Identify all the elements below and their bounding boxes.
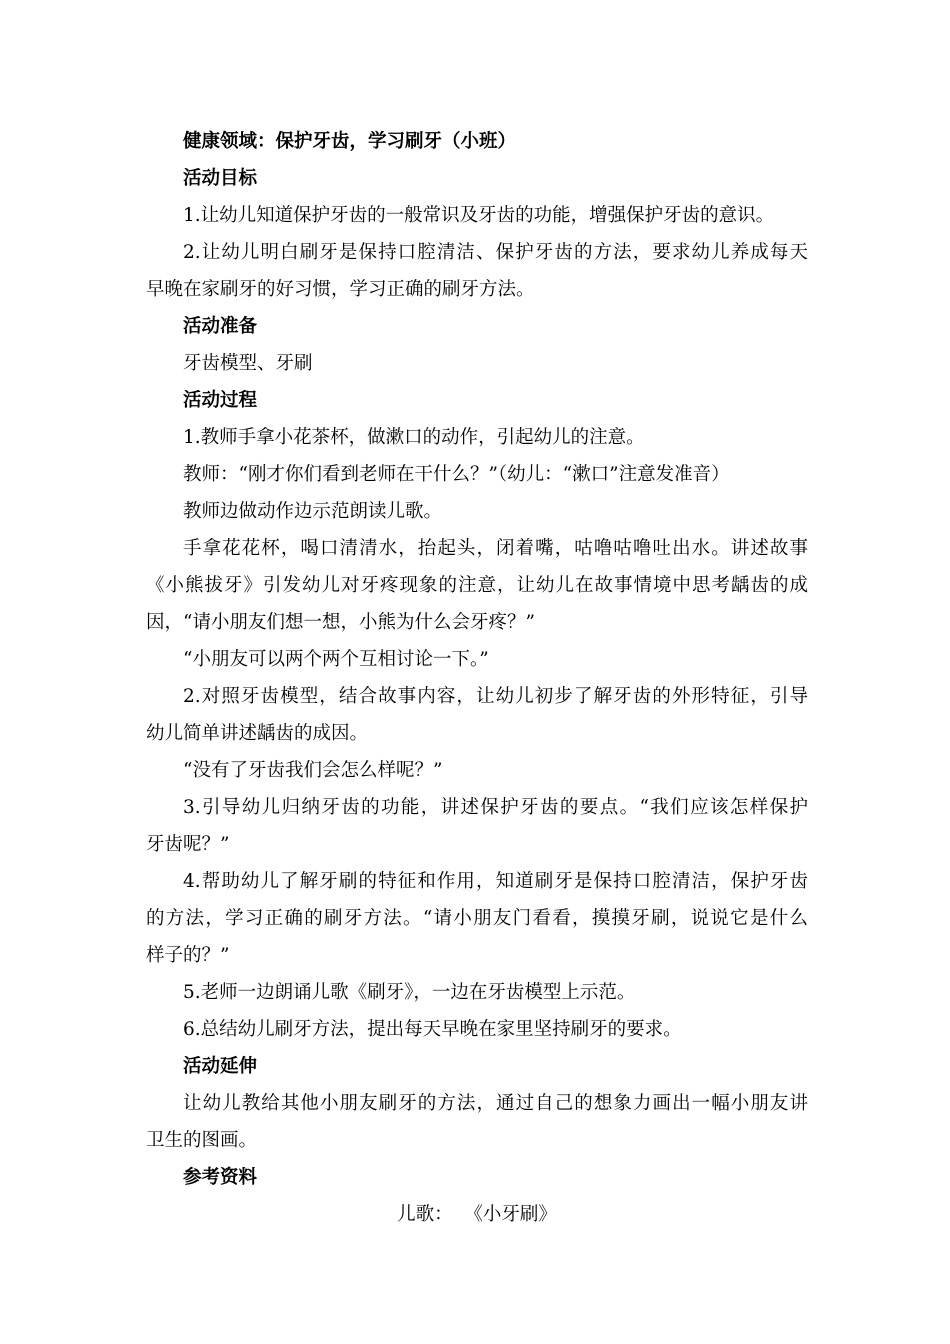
discuss-prompt: “小朋友可以两个两个互相讨论一下。” [183, 649, 489, 670]
step-1: 1.教师手拿小花茶杯，做漱口的动作，引起幼儿的注意。 [183, 427, 645, 448]
extension-line-1: 让幼儿教给其他小朋友刷牙的方法，通过自己的想象力画出一幅小朋友讲 [183, 1093, 808, 1114]
reference-heading: 参考资料 [183, 1167, 258, 1188]
step-4-line-2: 的方法，学习正确的刷牙方法。“请小朋友门看看，摸摸牙刷，说说它是什么 [146, 908, 808, 929]
step-4-line-1: 4.帮助幼儿了解牙刷的特征和作用，知道刷牙是保持口腔清洁，保护牙齿 [183, 871, 808, 892]
step-2-line-1: 2.对照牙齿模型，结合故事内容，让幼儿初步了解牙齿的外形特征，引导 [183, 686, 808, 707]
prep-text: 牙齿模型、牙刷 [183, 353, 313, 374]
rhyme-line-3: 因，“请小朋友们想一想，小熊为什么会牙疼？” [146, 612, 535, 633]
goal-2-line-2: 早晚在家刷牙的好习惯，学习正确的刷牙方法。 [146, 279, 535, 300]
step-6: 6.总结幼儿刷牙方法，提出每天早晚在家里坚持刷牙的要求。 [183, 1019, 682, 1040]
song-title: 儿歌： 《小牙刷》 [397, 1204, 557, 1225]
step-4-line-3: 样子的？” [146, 945, 230, 966]
question-no-teeth: “没有了牙齿我们会怎么样呢？” [183, 760, 443, 781]
document-page [146, 123, 808, 1233]
step-2-line-2: 幼儿简单讲述龋齿的成因。 [146, 723, 369, 744]
rhyme-line-1: 手拿花花杯，喝口清清水，抬起头，闭着嘴，咕噜咕噜吐出水。讲述故事 [183, 538, 808, 559]
goal-2-line-1: 2.让幼儿明白刷牙是保持口腔清洁、保护牙齿的方法，要求幼儿养成每天 [183, 242, 808, 263]
goal-1: 1.让幼儿知道保护牙齿的一般常识及牙齿的功能，增强保护牙齿的意识。 [183, 205, 775, 226]
extension-line-2: 卫生的图画。 [146, 1130, 258, 1151]
page-title: 健康领域：保护牙齿，学习刷牙（小班） [183, 131, 517, 152]
step-3-line-1: 3.引导幼儿归纳牙齿的功能，讲述保护牙齿的要点。“我们应该怎样保护 [183, 797, 808, 818]
step-3-line-2: 牙齿呢？” [146, 834, 230, 855]
teacher-line: 教师：“刚才你们看到老师在干什么？”（幼儿：“漱口”注意发准音） [183, 464, 730, 485]
teacher-demo: 教师边做动作边示范朗读儿歌。 [183, 501, 443, 522]
step-5: 5.老师一边朗诵儿歌《刷牙》，一边在牙齿模型上示范。 [183, 982, 636, 1003]
prep-heading: 活动准备 [183, 316, 258, 337]
goals-heading: 活动目标 [183, 168, 258, 189]
extension-heading: 活动延伸 [183, 1056, 258, 1077]
process-heading: 活动过程 [183, 390, 258, 411]
rhyme-line-2: 《小熊拔牙》引发幼儿对牙疼现象的注意，让幼儿在故事情境中思考龋齿的成 [146, 575, 808, 596]
